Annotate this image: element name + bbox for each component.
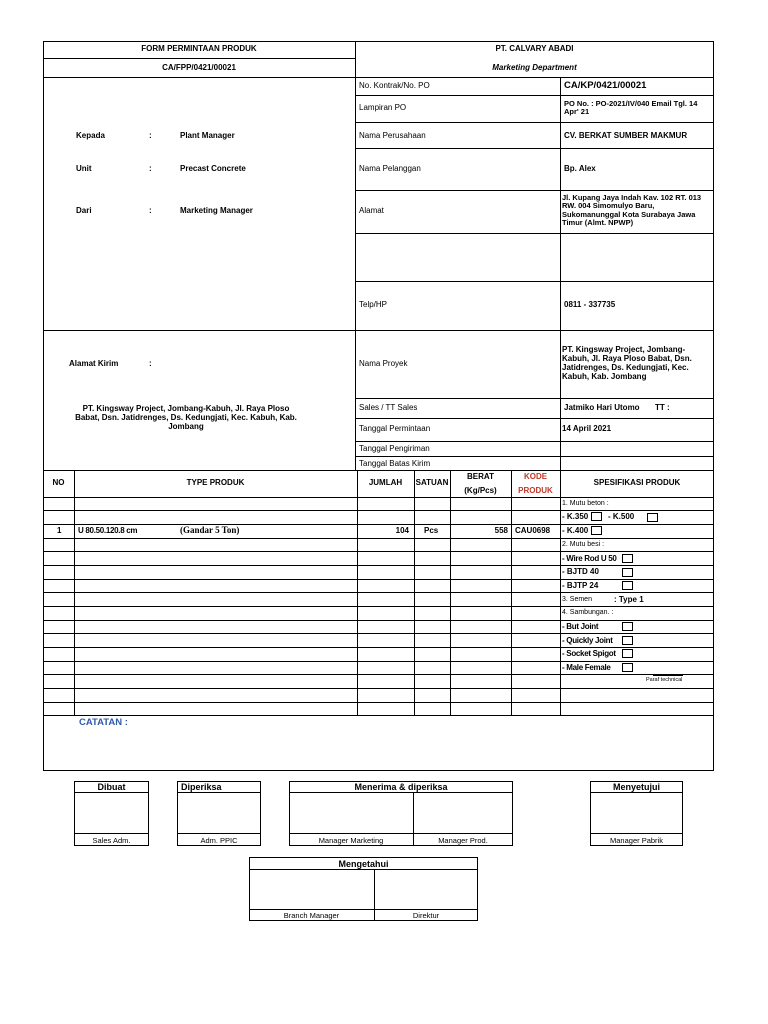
spec-bjtp: - BJTP 24 (562, 581, 599, 590)
form-number: CA/FPP/0421/00021 (162, 63, 236, 72)
unit-label: Unit (76, 164, 92, 173)
form-title: FORM PERMINTAAN PRODUK (141, 44, 257, 53)
spec-mutu-beton: 1. Mutu beton : (562, 500, 609, 507)
menyetujui-by: Manager Pabrik (610, 836, 663, 845)
dibuat-title: Dibuat (97, 782, 126, 792)
spec-k400: - K.400 (562, 526, 589, 535)
spec-k500: - K.500 (608, 512, 635, 521)
tt-label: TT : (655, 403, 670, 412)
row-jumlah: 104 (395, 526, 409, 535)
alamat-kirim-value: PT. Kingsway Project, Jombang-Kabuh, Jl. Raya Ploso Babat, Dsn. Jatidrenges, Ds. Kedungjati, Kec. Kabuh, Kab. Jombang (75, 404, 297, 431)
telp-label: Telp/HP (359, 300, 388, 309)
col-jumlah: JUMLAH (368, 478, 403, 487)
row-note: (Gandar 5 Ton) (180, 525, 240, 535)
dari-colon: : (149, 206, 152, 215)
wire-rod-checkbox[interactable] (622, 554, 633, 563)
mengetahui-title: Mengetahui (338, 859, 389, 869)
socket-spigot-checkbox[interactable] (622, 649, 633, 658)
tgl-batas-label: Tanggal Batas Kirim (359, 459, 431, 468)
spec-bjtd: - BJTD 40 (562, 567, 599, 576)
sales-label: Sales / TT Sales (359, 403, 418, 412)
perusahaan-label: Nama Perusahaan (359, 131, 426, 140)
dari-label: Dari (76, 206, 92, 215)
spec-but-joint: - But Joint (562, 622, 599, 631)
spec-quickly-joint: - Quickly Joint (562, 636, 613, 645)
col-no: NO (52, 478, 65, 487)
alamat-kirim-label: Alamat Kirim (69, 359, 119, 368)
spec-male-female: - Male Female (562, 663, 611, 672)
dibuat-by: Sales Adm. (92, 836, 131, 845)
proyek-label: Nama Proyek (359, 359, 408, 368)
menerima-by-prod: Manager Prod. (438, 836, 488, 845)
tgl-pengiriman-label: Tanggal Pengiriman (359, 444, 430, 453)
header-divider (355, 41, 356, 470)
alamat-value: Jl. Kupang Jaya Indah Kav. 102 RT. 013 RW. 004 Simomulyo Baru, Sukomanunggal Kota Surabaya Jawa Timur (Almt. NPWP) (562, 193, 702, 228)
spec-mutu-besi: 2. Mutu besi : (562, 541, 605, 548)
menerima-title: Menerima & diperiksa (354, 782, 448, 792)
kepada-value: Plant Manager (180, 131, 235, 140)
telp-value: 0811 - 337735 (564, 300, 616, 309)
diperiksa-by: Adm. PPIC (200, 836, 238, 845)
menerima-by-marketing: Manager Marketing (318, 836, 384, 845)
col-kode-produk: PRODUK (518, 486, 553, 495)
alamat-kirim-colon: : (149, 359, 152, 368)
spec-k350: - K.350 (562, 512, 589, 521)
kontrak-value: CA/KP/0421/00021 (564, 80, 647, 91)
k400-checkbox[interactable] (591, 526, 602, 535)
unit-colon: : (149, 164, 152, 173)
tgl-permintaan-value: 14 April 2021 (562, 424, 612, 433)
quickly-joint-checkbox[interactable] (622, 636, 633, 645)
row-satuan: Pcs (424, 526, 439, 535)
kepada-label: Kepada (76, 131, 105, 140)
dari-value: Marketing Manager (180, 206, 253, 215)
lampiran-value: PO No. : PO-2021/IV/040 Email Tgl. 14 Apr' 21 (564, 99, 698, 117)
male-female-checkbox[interactable] (622, 663, 633, 672)
spec-sambungan: 4. Sambungan. : (562, 609, 614, 616)
col-spesifikasi: SPESIFIKASI PRODUK (593, 478, 681, 487)
k350-checkbox[interactable] (591, 512, 602, 521)
col-type-produk: TYPE PRODUK (186, 478, 245, 487)
proyek-value: PT. Kingsway Project, Jombang-Kabuh, Jl. Raya Ploso Babat, Dsn. Jatidrenges, Ds. Kedungjati, Kec. Kabuh, Kab. Jombang (562, 345, 692, 381)
perusahaan-value: CV. BERKAT SUMBER MAKMUR (564, 131, 688, 140)
spec-socket-spigot: - Socket Spigot (562, 649, 616, 658)
col-satuan: SATUAN (415, 478, 449, 487)
lampiran-label: Lampiran PO (359, 103, 407, 112)
company-name: PT. CALVARY ABADI (495, 44, 574, 53)
row-type: U 80.50.120.8 cm (78, 526, 138, 535)
pelanggan-value: Bp. Alex (564, 164, 596, 173)
kontrak-label: No. Kontrak/No. PO (359, 81, 430, 90)
bjtd-checkbox[interactable] (622, 568, 633, 577)
catatan-label: CATATAN : (79, 717, 128, 728)
col-berat: BERAT (467, 472, 494, 481)
paraf-line (653, 675, 683, 676)
kepada-colon: : (149, 131, 152, 140)
mengetahui-by-direktur: Direktur (412, 911, 440, 920)
row-berat: 558 (494, 526, 508, 535)
alamat-label: Alamat (359, 206, 384, 215)
spec-semen-label: 3. Semen (562, 596, 592, 603)
info-value-divider (560, 77, 561, 470)
but-joint-checkbox[interactable] (622, 622, 633, 631)
spec-semen-value: : Type 1 (614, 595, 644, 604)
bjtp-checkbox[interactable] (622, 581, 633, 590)
diperiksa-title: Diperiksa (181, 782, 222, 792)
sales-value: Jatmiko Hari Utomo (564, 403, 640, 412)
col-berat-unit: (Kg/Pcs) (464, 486, 497, 495)
tgl-permintaan-label: Tanggal Permintaan (359, 424, 431, 433)
spec-wire-rod: - Wire Rod U 50 (562, 554, 617, 563)
col-kode: KODE (523, 472, 548, 481)
pelanggan-label: Nama Pelanggan (359, 164, 421, 173)
row-kode: CAU0698 (515, 526, 551, 535)
department-name: Marketing Department (492, 63, 577, 72)
unit-value: Precast Concrete (180, 164, 246, 173)
paraf-technical: Paraf technical (646, 677, 683, 683)
k500-checkbox[interactable] (647, 513, 658, 522)
mengetahui-by-branch: Branch Manager (283, 911, 340, 920)
row-no: 1 (57, 526, 62, 535)
menyetujui-title: Menyetujui (612, 782, 660, 792)
